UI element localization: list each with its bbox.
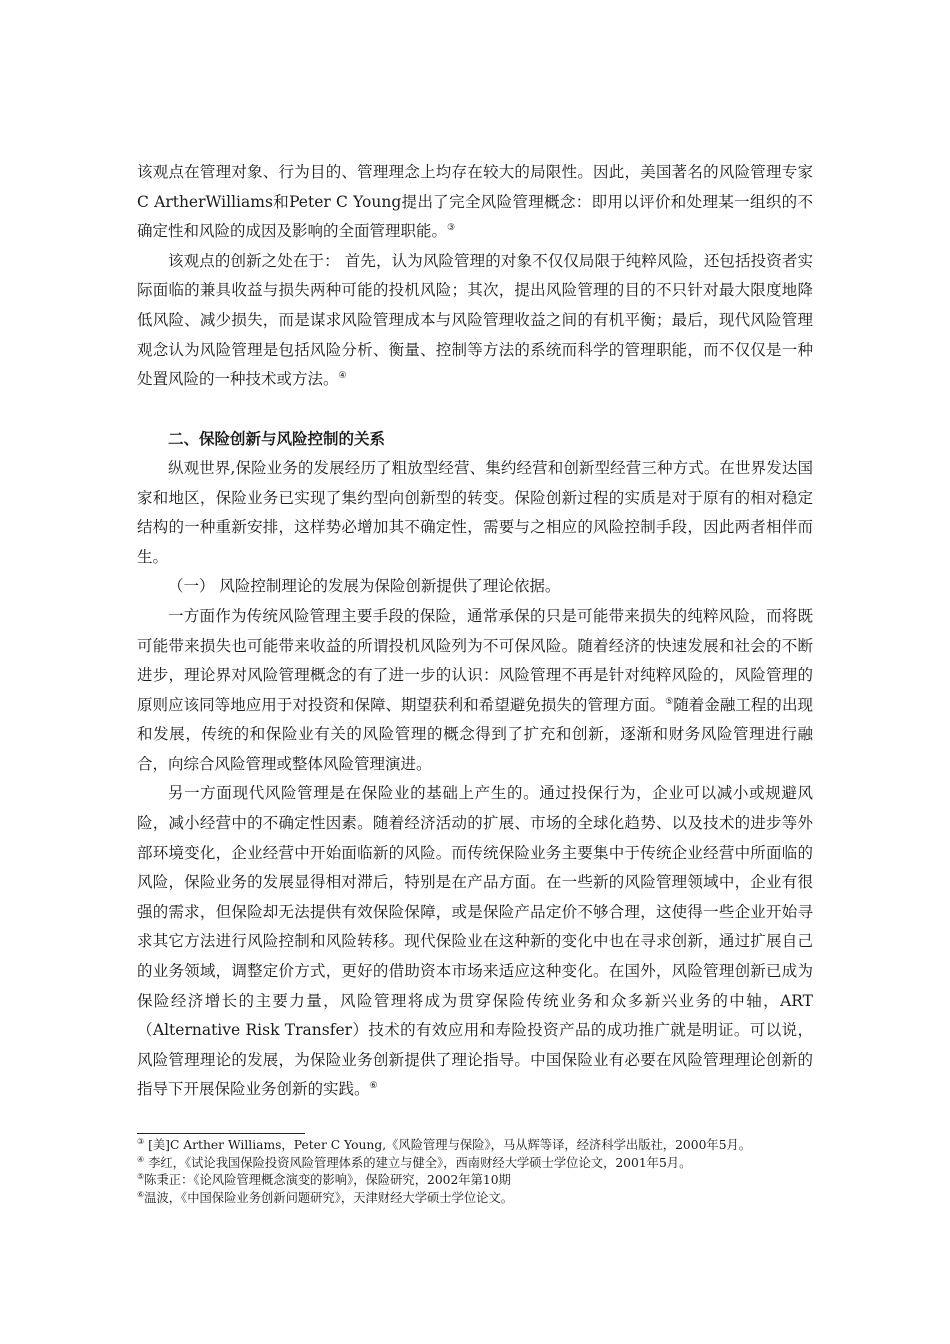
- footnote: ⑤陈秉正：《论风险管理概念演变的影响》，保险研究，2002年第10期: [137, 1171, 511, 1187]
- paragraph: 一方面作为传统风险管理主要手段的保险，通常承保的只是可能带来损失的纯粹风险，而将既可能带来损失也可能带来收益的所谓投机风险列为不可保风险。随着经济的快速发展和社会的不断进步，理论界对风险管理概念的有了进一步的认识：风险管理不再是针对纯粹风险的，风险管理的原则应该同等地应用于对投资和保障、期望获利和希望避免损失的管理方面。⑤随着金融工程的出现和发展，传统的和保险业有关的风险管理的概念得到了扩充和创新，逐渐和财务风险管理进行融合，向综合风险管理或整体风险管理演进。: [137, 606, 813, 773]
- footnote-ref: ③: [447, 223, 456, 234]
- footnote: ⑥温波，《中国保险业务创新问题研究》，天津财经大学硕士学位论文。: [137, 1189, 514, 1205]
- paragraph: 另一方面现代风险管理是在保险业的基础上产生的。通过投保行为，企业可以减小或规避风险，减小经营中的不确定性因素。随着经济活动的扩展、市场的全球化趋势、以及技术的进步等外部环境变化，企业经营中开始面临新的风险。而传统保险业务主要集中于传统企业经营中所面临的风险，保险业务的发展显得相对滞后，特别是在产品方面。在一些新的风险管理领域中，企业有很强的需求，但保险却无法提供有效保险保障，或是保险产品定价不够合理，这使得一些企业开始寻求其它方法进行风险控制和风险转移。现代保险业在这种新的变化中也在寻求创新，通过扩展自己的业务领域，调整定价方式，更好的借助资本市场来适应这种变化。在国外，风险管理创新已成为保险经济增长的主要力量，风险管理将成为贯穿保险传统业务和众多新兴业务的中轴，ART（Alternative Risk Transfer）技术的有效应用和寿险投资产品的成功推广就是明证。可以说，风险管理理论的发展，为保险业务创新提供了理论指导。中国保险业有必要在风险管理理论创新的指导下开展保险业务创新的实践。⑥: [137, 784, 813, 1099]
- footnote: ④ 李红，《试论我国保险投资风险管理体系的建立与健全》，西南财经大学硕士学位论文，2001年5月。: [137, 1154, 692, 1170]
- body-text: [137, 158, 813, 1105]
- section-heading: 二、保险创新与风险控制的关系: [168, 429, 386, 449]
- paragraph: 纵观世界,保险业务的发展经历了粗放型经营、集约经营和创新型经营三种方式。在世界发达国家和地区，保险业务已实现了集约型向创新型的转变。保险创新过程的实质是对于原有的相对稳定结构的一种重新安排，这样势必增加其不确定性，需要与之相应的风险控制手段，因此两者相伴而生。: [137, 458, 813, 566]
- footnotes: [137, 1137, 827, 1207]
- subsection-heading: （一） 风险控制理论的发展为保险创新提供了理论依据。: [168, 577, 561, 596]
- paragraph: 该观点的创新之处在于： 首先，认为风险管理的对象不仅仅局限于纯粹风险，还包括投资者实际面临的兼具收益与损失两种可能的投机风险；其次，提出风险管理的目的不只针对最大限度地降低风险、减少损失，而是谋求风险管理成本与风险管理收益之间的有机平衡；最后，现代风险管理观念认为风险管理是包括风险分析、衡量、控制等方法的系统而科学的管理职能，而不仅仅是一种处置风险的一种技术或方法。④: [137, 251, 813, 389]
- footnote: ③ [美]C Arther Williams，Peter C Young,《风险管理与保险》，马从辉等译，经济科学出版社，2000年5月。: [137, 1136, 752, 1152]
- footnote-ref: ④: [338, 371, 347, 381]
- footnote-ref: ⑥: [369, 1081, 378, 1092]
- footnote-ref: ⑤: [665, 696, 674, 707]
- footnote-separator: [137, 1133, 305, 1134]
- paragraph: 该观点在管理对象、行为目的、管理理念上均存在较大的局限性。因此，美国著名的风险管理专家C ArtherWilliams和Peter C Young提出了完全风险管理概念：即用以评价和处理某一组织的不确定性和风险的成因及影响的全面管理职能。③: [137, 163, 813, 241]
